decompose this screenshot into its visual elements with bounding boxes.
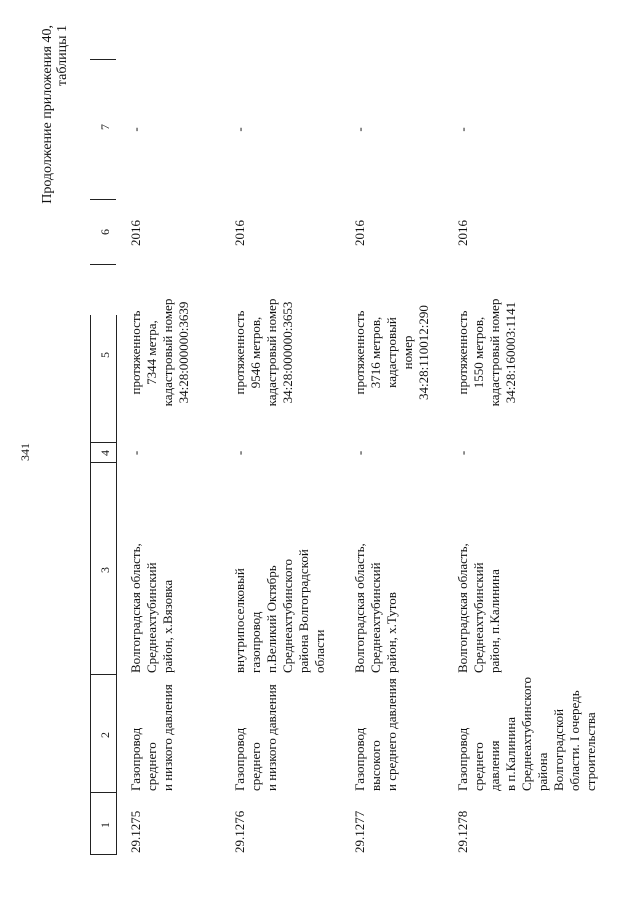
- col-header-6: 6: [98, 229, 112, 235]
- cell-year: 2016: [128, 220, 143, 246]
- page-number: 341: [18, 443, 32, 461]
- cell-location: Волгоградская область, Среднеахтубинский район, х.Вязовка: [128, 543, 175, 673]
- cell-c5: протяженность 1550 метров, кадастровый номер 34:28:160003:1141: [455, 298, 518, 407]
- col-sep-6: [90, 199, 116, 200]
- cell-c5: протяженность 3716 метров, кадастровый номер 34:28:110012:290: [352, 305, 431, 400]
- cell-name: Газопровод высокого и среднего давления: [352, 678, 399, 791]
- cell-name: Газопровод среднего давления в п.Калинина Среднеахтубинского района Волгоградской области. I очередь строительства: [455, 676, 598, 791]
- cell-year: 2016: [352, 220, 367, 246]
- continuation-note: [40, 25, 70, 204]
- table-top-border: [90, 315, 91, 855]
- cell-c7: -: [352, 127, 367, 132]
- cell-location: Волгоградская область, Среднеахтубинский район, х.Тутов: [352, 543, 399, 673]
- col-header-2: 2: [98, 732, 112, 738]
- cell-id: 29.1277: [352, 810, 367, 853]
- col-sep-5: [90, 264, 116, 265]
- cell-name: Газопровод среднего и низкого давления: [128, 684, 175, 791]
- cell-c4: -: [128, 450, 143, 456]
- col-header-7: 7: [98, 124, 112, 130]
- col-sep-2: [90, 674, 116, 675]
- col-header-1: 1: [98, 822, 112, 828]
- cell-name: Газопровод среднего и низкого давления: [232, 684, 279, 791]
- col-header-3: 3: [98, 567, 112, 573]
- cell-location: внутрипоселковый газопровод п.Великий Октябрь Среднеахтубинского района Волгоградской области: [232, 549, 327, 673]
- col-left-border: [90, 854, 116, 855]
- cell-c5: протяженность 9546 метров, кадастровый номер 34:28:000000:3653: [232, 298, 295, 407]
- cell-id: 29.1275: [128, 810, 143, 853]
- cell-c7: -: [128, 127, 143, 132]
- col-sep-1: [90, 792, 116, 793]
- continuation-line-2: таблицы 1: [55, 25, 70, 87]
- cell-year: 2016: [455, 220, 470, 246]
- continuation-line-1: Продолжение приложения 40,: [40, 25, 55, 204]
- cell-c7: -: [455, 127, 470, 132]
- cell-c4: -: [232, 450, 247, 456]
- col-header-5: 5: [98, 352, 112, 358]
- cell-id: 29.1278: [455, 810, 470, 853]
- cell-id: 29.1276: [232, 810, 247, 853]
- col-header-4: 4: [98, 450, 112, 456]
- col-right-border: [90, 59, 116, 60]
- cell-location: Волгоградская область, Среднеахтубинский район, п.Калинина: [455, 543, 502, 673]
- header-bottom-border: [116, 315, 117, 855]
- cell-c4: -: [352, 450, 367, 456]
- cell-year: 2016: [232, 220, 247, 246]
- cell-c5: протяженность 7344 метра, кадастровый номер 34:28:000000:3639: [128, 298, 191, 407]
- cell-c7: -: [232, 127, 247, 132]
- cell-c4: -: [455, 450, 470, 456]
